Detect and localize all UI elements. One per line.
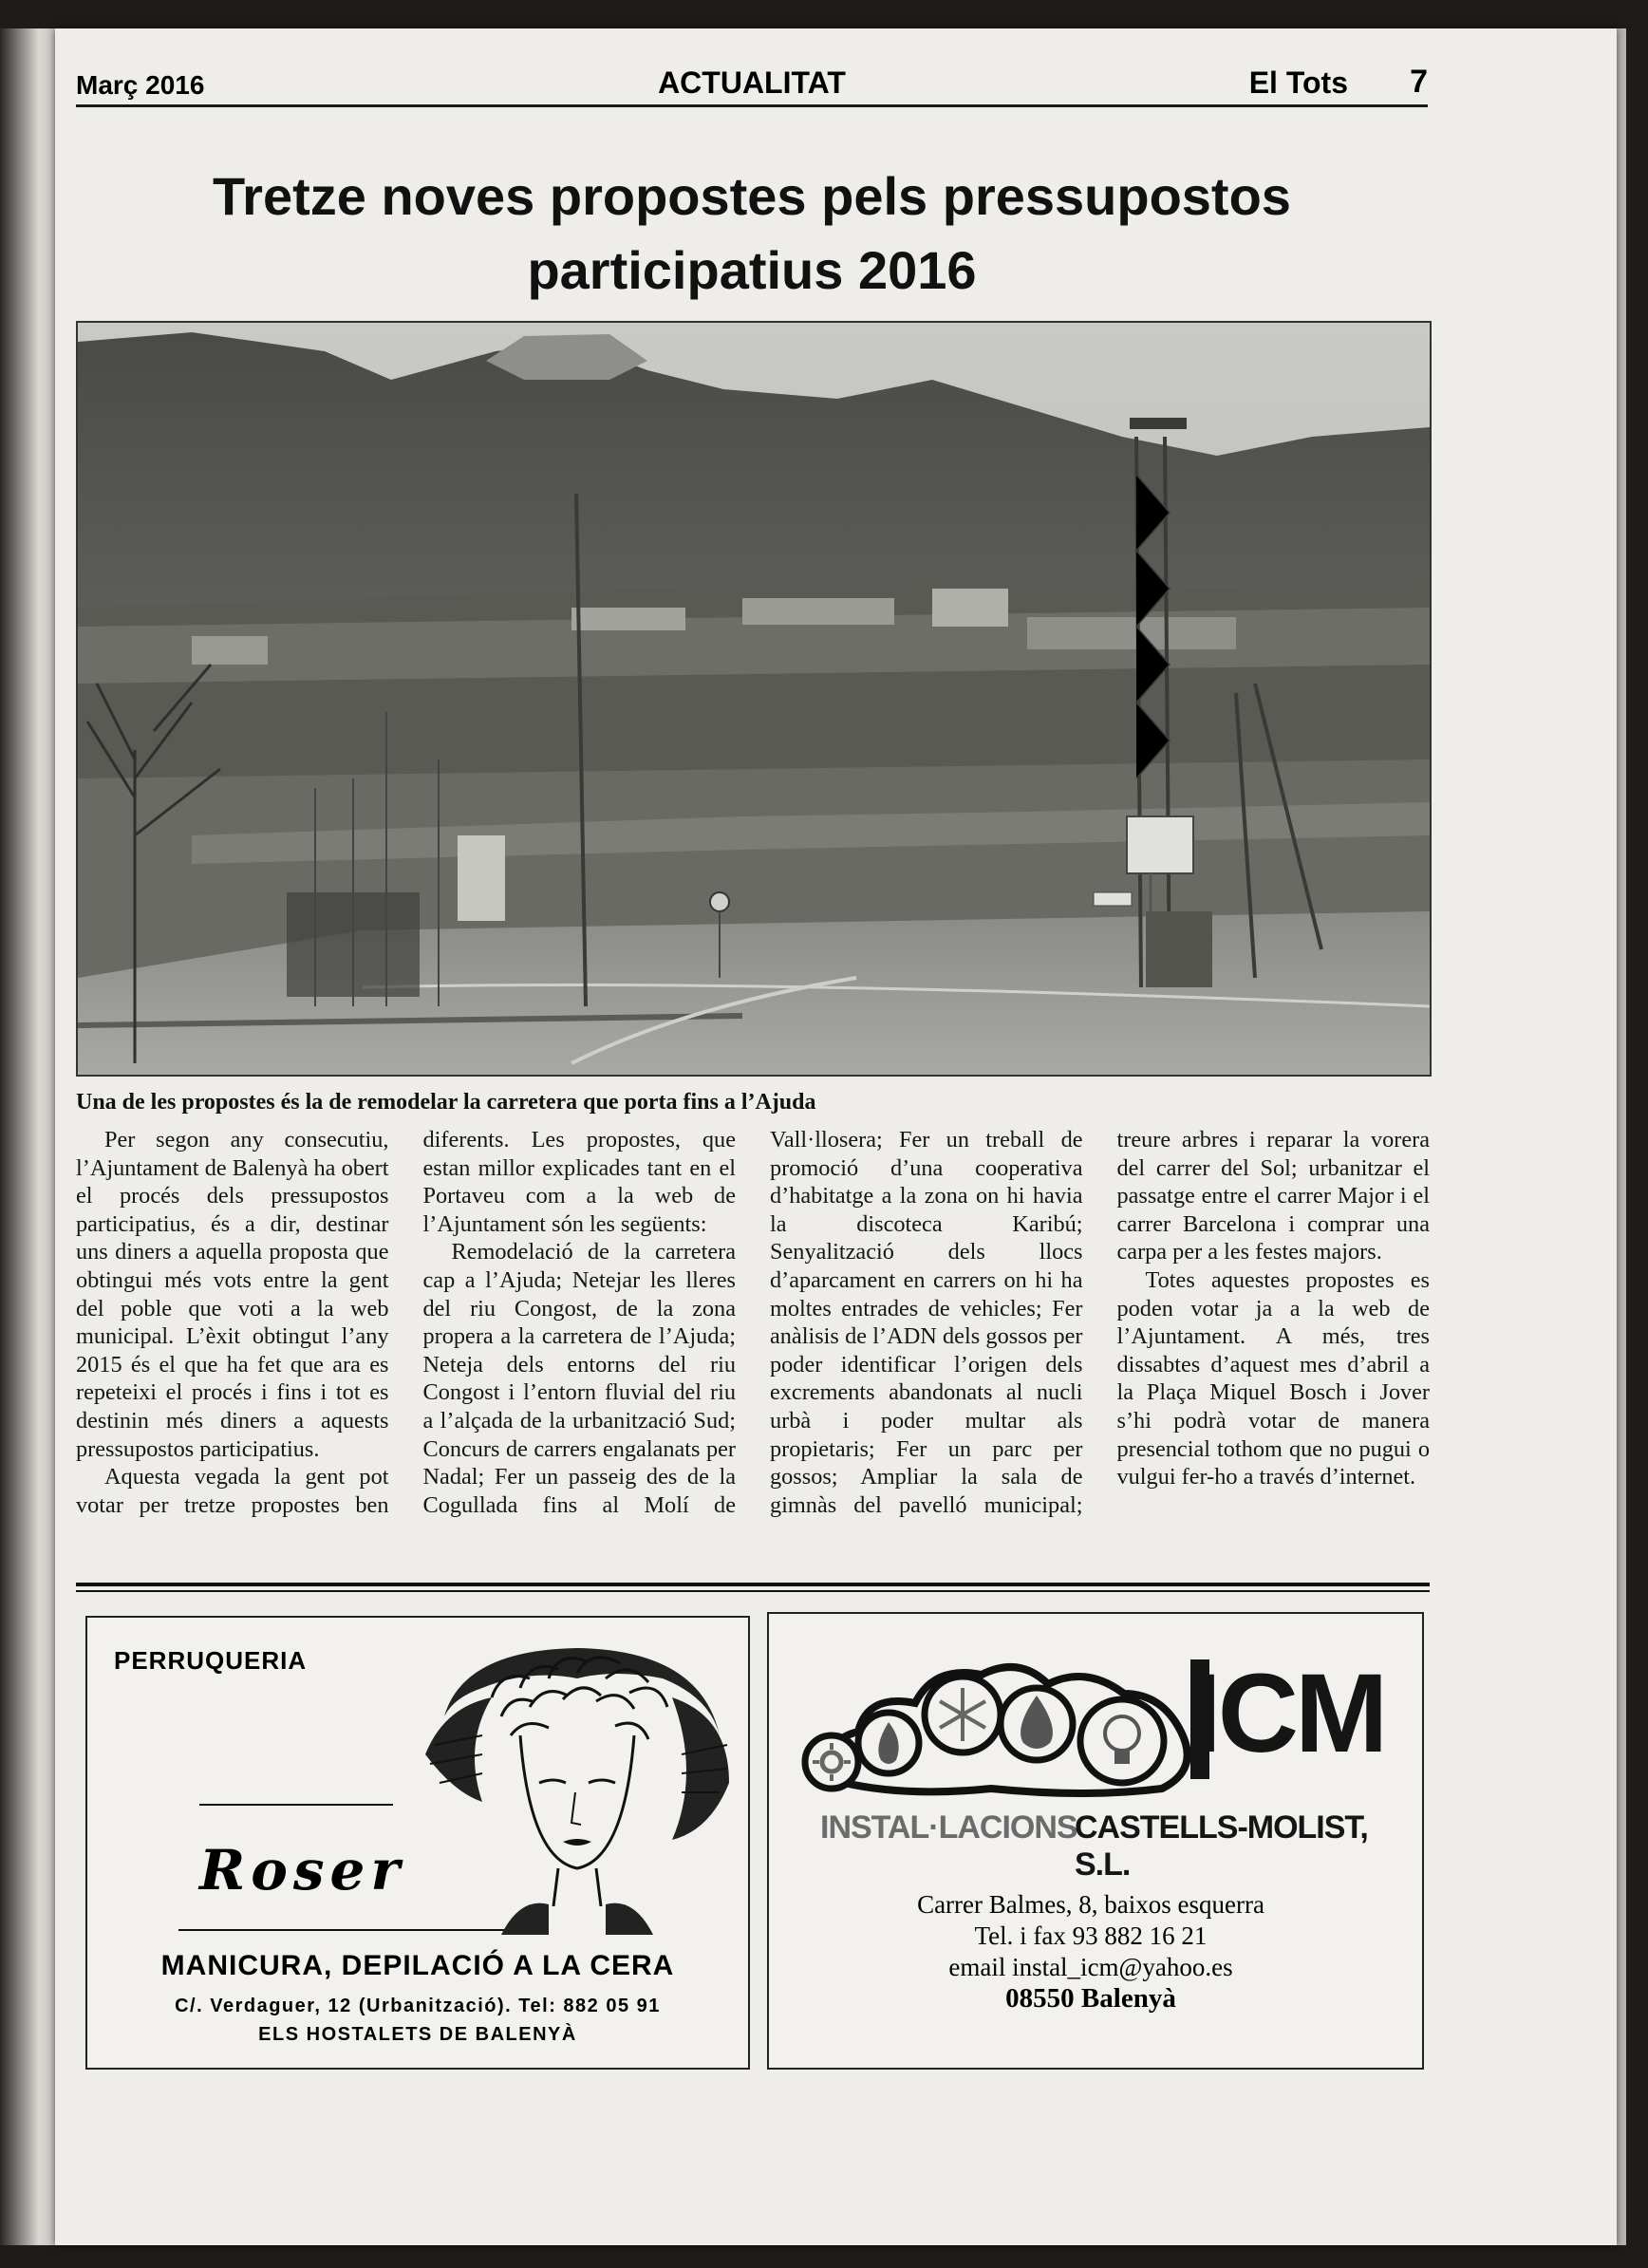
ad-postal-town: 08550 Balenyà — [1005, 1983, 1176, 2014]
water-drop-icon — [1001, 1688, 1073, 1760]
issue-date: Març 2016 — [76, 70, 205, 100]
installer-ad — [767, 1612, 1424, 2070]
section-divider — [76, 1583, 1430, 1586]
article-body — [76, 1126, 1430, 1568]
lightbulb-icon — [1080, 1699, 1164, 1783]
ad-town: ELS HOSTALETS DE BALENYÀ — [258, 2024, 577, 2045]
tagline-part-2: CASTELLS-MOLIST, S.L. — [1075, 1809, 1368, 1883]
ad-phone: Tel. i fax 93 882 16 21 — [974, 1921, 1208, 1950]
ad-address: C/. Verdaguer, 12 (Urbanització). Tel: 882 05 91 — [175, 1996, 661, 2016]
publication-name: El Tots — [1248, 66, 1348, 100]
company-logo — [801, 1656, 1200, 1798]
binding-edge — [0, 28, 55, 2245]
section-divider — [76, 1590, 1430, 1592]
divider-line — [199, 1804, 393, 1806]
paragraph: Per segon any consecutiu, l’Ajuntament de Balenyà ha obert el procés dels pressupostos participatius, és a dir, destinar uns diners a aquella proposta que obtingui més vots entre la gent del poble que voti a la web municipal. L’èxit obtingut l’any 2015 és el que ha fet que ara es repeteixi el procés i fins i tot es destinin més diners a aquests pressupostos participatius. — [76, 1127, 389, 1462]
article-title — [76, 159, 1428, 308]
ad-category: PERRUQUERIA — [114, 1646, 308, 1675]
paragraph: Totes aquestes propostes es poden votar ja a la web de l’Ajuntament. A més, tres dissabtes d’aquest mes d’abril a la Plaça Miquel Bosch i Jover s’hi podrà votar de manera presencial tothom que no pugui o vulgui fer-ho a través d’internet. — [1116, 1266, 1430, 1490]
woman-illustration — [425, 1640, 733, 1935]
title-line-2: participatius 2016 — [527, 240, 977, 300]
gear-icon — [805, 1735, 858, 1789]
ad-email: email instal_icm@yahoo.es — [948, 1953, 1233, 1981]
brand-name: ICM — [1190, 1651, 1385, 1776]
paragraph: Remodelació de la carretera cap a l’Ajuda; Netejar les lleres del riu Congost, de la zona propera a la carretera de l’Ajuda; Neteja dels entorns del riu Congost i l’entorn fluvial del riu a l’alçada de la urbanització Sud; Concurs de carrers engalanats per Nadal; Fer un passeig des de la Cogullada fins al Molí de Vall·llosera; Fer un treball de promoció d’una cooperativa d’habitatge a la zona on hi havia la discoteca Karibú; Senyalització dels llocs d’aparcament en carrers on hi ha moltes entrades de vehicles; Fer anàlisis de l’ADN dels gossos per poder identificar l’origen dels excrements abandonats al nucli urbà i poder multar als propietaris; Fer un parc per gossos; Ampliar la sala de gimnàs del pavelló municipal; treure arbres i reparar la vorera del carrer del Sol; urbanitzar el passatge entre el carrer Major i el carrer Barcelona i comprar una carpa per a les festes majors. — [422, 1127, 1430, 1518]
article-photo — [76, 321, 1432, 1077]
ad-services: MANICURA, DEPILACIÓ A LA CERA — [160, 1950, 675, 1981]
ad-address: Carrer Balmes, 8, baixos esquerra — [917, 1890, 1264, 1919]
paragraph: Aquesta vegada la gent pot votar per tretze propostes ben diferents. Les propostes, que estan millor explicades tant en el Portaveu com a la web de l’Ajuntament són les següents: — [76, 1127, 736, 1518]
page-edge — [1617, 28, 1626, 2245]
tagline-part-1: INSTAL·LACIONS — [820, 1809, 1077, 1846]
page-header — [76, 63, 1428, 107]
business-name: Roser — [199, 1838, 405, 1902]
hairdresser-ad — [85, 1616, 750, 2070]
flame-icon — [858, 1713, 919, 1773]
page-number: 7 — [1410, 64, 1428, 100]
snowflake-icon — [925, 1677, 1001, 1753]
title-line-1: Tretze noves propostes pels pressupostos — [213, 166, 1291, 226]
photo-caption: Una de les propostes és la de remodelar la carretera que porta fins a l’Ajuda — [76, 1090, 816, 1115]
contact-info — [769, 1889, 1422, 2015]
section-name: ACTUALITAT — [658, 66, 846, 100]
